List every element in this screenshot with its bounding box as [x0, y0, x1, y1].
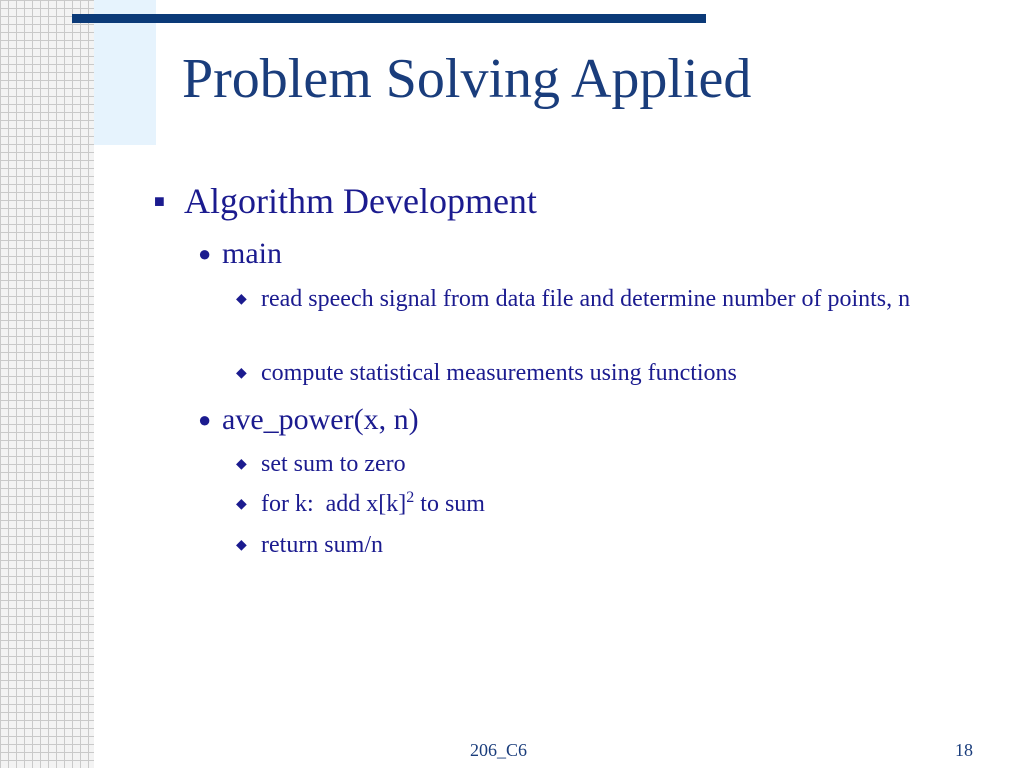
bullet-text: main [222, 237, 282, 270]
diamond-bullet-icon: ◆ [236, 457, 247, 472]
footer-label: 206_C6 [470, 740, 528, 760]
bullet-text: set sum to zero [261, 451, 406, 477]
bullet-read-speech-signal [236, 282, 936, 320]
bullet-ave-power [198, 402, 419, 440]
bullet-text: Algorithm Development [184, 181, 537, 221]
bullet-text: return sum/n [261, 532, 383, 558]
bullet-text: compute statistical measurements using functions [261, 360, 737, 386]
page-number: 18 [955, 740, 973, 760]
bullet-text: ave_power(x, n) [222, 403, 419, 436]
diamond-bullet-icon: ◆ [236, 497, 247, 512]
bullet-return-sum [236, 528, 936, 566]
dot-bullet-icon: ● [198, 407, 212, 432]
bullet-text: read speech signal from data file and determine number of points, n [261, 286, 911, 312]
for-k-prefix: for k: add x[k] [261, 491, 407, 517]
title-rule [72, 14, 706, 23]
for-k-suffix: to sum [414, 491, 485, 517]
grid-decoration [0, 0, 94, 768]
exponent: 2 [406, 489, 415, 506]
slide-title: Problem Solving Applied [182, 48, 752, 110]
diamond-bullet-icon: ◆ [236, 366, 247, 381]
bullet-text [261, 487, 485, 521]
bullet-compute-statistical [236, 356, 936, 394]
diamond-bullet-icon: ◆ [236, 292, 247, 307]
bullet-set-sum [236, 447, 936, 485]
diamond-bullet-icon: ◆ [236, 538, 247, 553]
dot-bullet-icon: ● [198, 241, 212, 266]
square-bullet-icon: ■ [154, 191, 165, 211]
bullet-algorithm-development [154, 180, 537, 228]
bullet-main [198, 236, 282, 274]
bullet-for-k [236, 487, 936, 525]
